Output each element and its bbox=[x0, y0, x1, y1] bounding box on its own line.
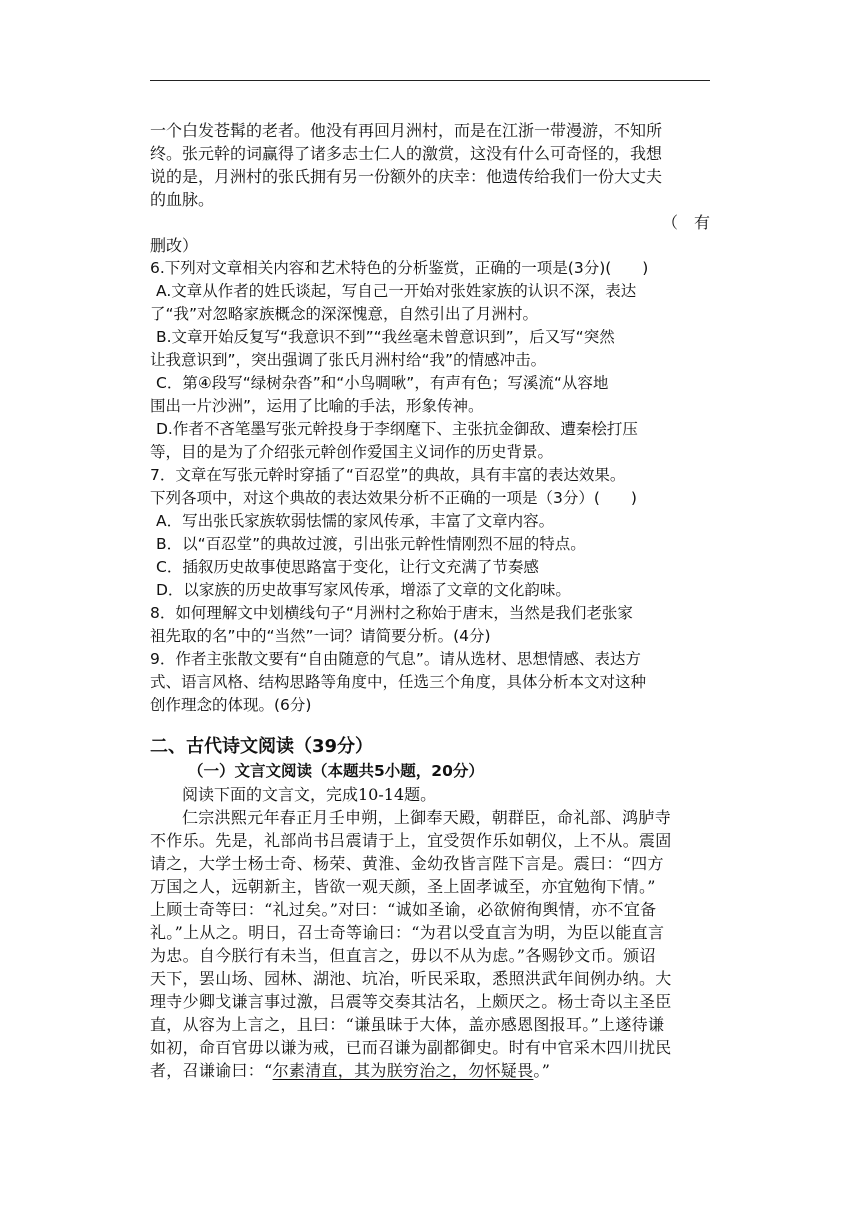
header-rule bbox=[150, 80, 710, 81]
classical-passage bbox=[150, 806, 710, 1082]
classical-line: 仁宗洪熙元年春正月壬申朔，上御奉天殿，朝群臣，命礼部、鸿胪寺 bbox=[182, 808, 672, 827]
question-9-cont: 式、语言风格、结构思路等角度中，任选三个角度，具体分析本文对这种 bbox=[150, 673, 647, 691]
subsection-title: （一）文言文阅读（本题共5小题，20分） bbox=[188, 762, 484, 780]
last-line-suffix: 。” bbox=[533, 1061, 551, 1080]
reading-instruction: 阅读下面的文言文，完成10-14题。 bbox=[182, 785, 437, 804]
question-6-stem: 6.下列对文章相关内容和艺术特色的分析鉴赏，正确的一项是(3分)( ) bbox=[150, 259, 649, 277]
question-7-stem: 7．文章在写张元幹时穿插了“百忍堂”的典故，具有丰富的表达效果。 bbox=[150, 466, 626, 484]
classical-line: 为忠。自今朕行有未当，但直言之，毋以不从为虑。”各赐钞文币。颁诏 bbox=[150, 946, 656, 965]
question-9: 9．作者主张散文要有“自由随意的气息”。请从选材、思想情感、表达方 bbox=[150, 650, 641, 668]
last-line-prefix: 者，召谦谕曰：“ bbox=[150, 1061, 273, 1080]
question-9-cont: 创作理念的体现。(6分) bbox=[150, 696, 312, 714]
classical-line: 请之，大学士杨士奇、杨荣、黄淮、金幼孜皆言陛下言是。震曰：“四方 bbox=[150, 854, 664, 873]
section-two bbox=[150, 734, 710, 806]
classical-line: 万国之人，远朝新主，皆欲一观天颜，圣上固孝诚至，亦宜勉徇下情。” bbox=[150, 877, 656, 896]
option-6c-cont: 围出一片沙洲”，运用了比喻的手法，形象传神。 bbox=[150, 397, 484, 415]
option-6a-cont: 了“我”对忽略家族概念的深深愧意，自然引出了月洲村。 bbox=[150, 305, 539, 323]
option-7c: C．插叙历史故事使思路富于变化，让行文充满了节奏感 bbox=[156, 558, 539, 576]
classical-line: 礼。”上从之。明日，召士奇等谕曰：“为君以受直言为明，为臣以能直言 bbox=[150, 923, 665, 942]
classical-line: 上顾士奇等曰：“礼过矣。”对曰：“诚如圣谕，必欲俯徇舆情，亦不宜备 bbox=[150, 900, 657, 919]
passage-line: 的血脉。 bbox=[150, 190, 215, 209]
classical-line: 不作乐。先是，礼部尚书吕震请于上，宜受贺作乐如朝仪，上不从。震固 bbox=[150, 831, 672, 850]
option-6d-cont: 等，目的是为了介绍张元幹创作爱国主义词作的历史背景。 bbox=[150, 443, 554, 461]
option-6c: C．第④段写“绿树杂沓”和“小鸟啁啾”，有声有色；写溪流“从容地 bbox=[156, 374, 609, 392]
option-6b-cont: 让我意识到”，突出强调了张氏月洲村给“我”的情感冲击。 bbox=[150, 351, 547, 369]
option-6a: A.文章从作者的姓氏谈起，写自己一开始对张姓家族的认识不深，表达 bbox=[156, 282, 637, 300]
source-note-cont: 删改） bbox=[150, 236, 199, 255]
option-6d: D.作者不吝笔墨写张元幹投身于李纲麾下、主张抗金御敌、遭秦桧打压 bbox=[156, 420, 638, 438]
passage-line: 一个白发苍髯的老者。他没有再回月洲村，而是在江浙一带漫游，不知所 bbox=[150, 121, 663, 140]
option-7d: D．以家族的历史故事写家风传承，增添了文章的文化韵味。 bbox=[156, 581, 571, 599]
question-8: 8．如何理解文中划横线句子“月洲村之称始于唐末，当然是我们老张家 bbox=[150, 604, 633, 622]
classical-line: 理寺少卿戈谦言事过激，吕震等交奏其沽名，上颇厌之。杨士奇以主圣臣 bbox=[150, 992, 672, 1011]
classical-line: 如初，命百官毋以谦为戒，已而召谦为副都御史。时有中官采木四川扰民 bbox=[150, 1038, 672, 1057]
option-7a: A．写出张氏家族软弱怯懦的家风传承，丰富了文章内容。 bbox=[156, 512, 555, 530]
classical-line: 天下，罢山场、园林、湖池、坑冶，听民采取，悉照洪武年间例办纳。大 bbox=[150, 969, 672, 988]
classical-last-line bbox=[150, 1059, 710, 1082]
passage-line: 说的是，月洲村的张氏拥有另一份额外的庆幸：他遗传给我们一份大丈夫 bbox=[150, 167, 663, 186]
source-note: （ 有 bbox=[661, 213, 710, 232]
classical-line: 直，从容为上言之，且曰：“谦虽昧于大体，盖亦感恩图报耳。”上遂待谦 bbox=[150, 1015, 665, 1034]
option-7b: B．以“百忍堂”的典故过渡，引出张元幹性情刚烈不屈的特点。 bbox=[156, 535, 586, 553]
section-title: 二、古代诗文阅读（39分） bbox=[150, 736, 374, 757]
option-6b: B.文章开始反复写“我意识不到”“我丝毫未曾意识到”，后又写“突然 bbox=[156, 328, 615, 346]
passage-ending bbox=[150, 119, 710, 257]
passage-line: 终。张元幹的词赢得了诸多志士仁人的激赏，这没有什么可奇怪的，我想 bbox=[150, 144, 663, 163]
question-7-stem-cont: 下列各项中，对这个典故的表达效果分析不正确的一项是（3分）( ) bbox=[150, 489, 637, 507]
question-8-cont: 祖先取的名”中的“当然”一词？请简要分析。(4分) bbox=[150, 627, 491, 645]
underlined-sentence: 尔素清直，其为朕穷治之，勿怀疑畏 bbox=[272, 1061, 534, 1080]
question-block bbox=[150, 257, 710, 717]
